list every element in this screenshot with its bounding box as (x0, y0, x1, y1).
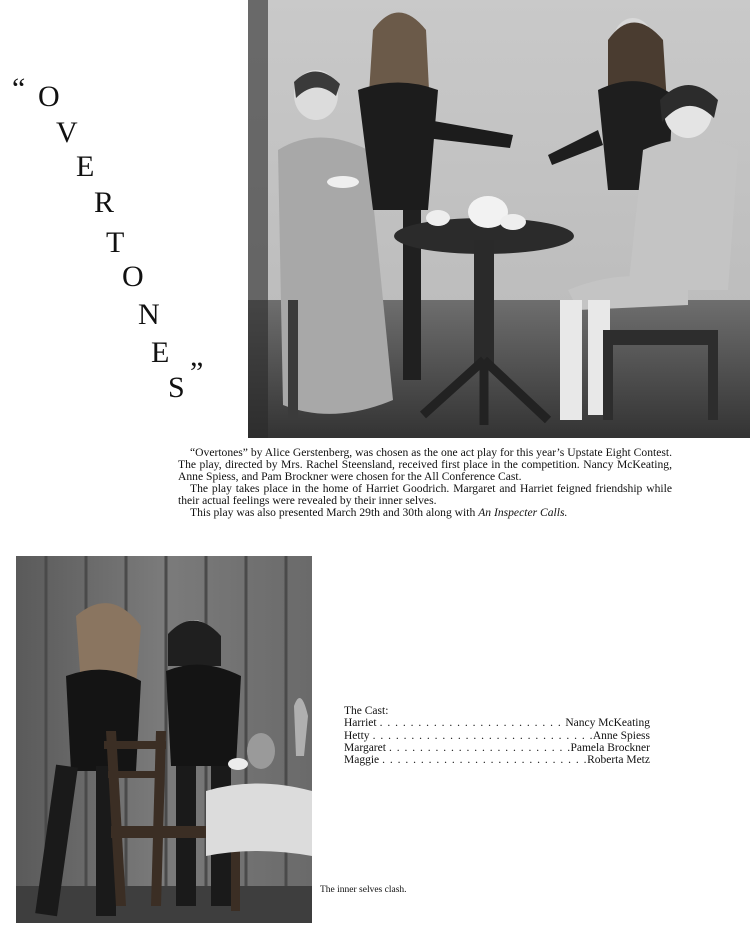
leader-dots (386, 742, 571, 754)
photo-caption: The inner selves clash. (320, 885, 407, 895)
play-title-an-inspecter-calls: An Inspecter Calls. (478, 506, 568, 520)
cast-role: Margaret (344, 741, 386, 754)
article-paragraph-3-text: This play was also presented March 29th and 30th along with (190, 506, 479, 520)
title-letter-n: N (138, 298, 160, 331)
leader-dots (379, 754, 587, 766)
title-open-quote: “ (12, 72, 26, 105)
cast-role: Maggie (344, 754, 380, 767)
cast-row (344, 730, 650, 742)
article-paragraph-2: The play takes place in the home of Harriet Goodrich. Margaret and Harriet feigned friendship while their actual feelings were revealed by their inner selves. (178, 482, 672, 508)
cast-role: Hetty (344, 729, 370, 742)
cast-list (344, 705, 650, 766)
cast-row (344, 742, 650, 754)
photo-four-women-tea-party (248, 0, 750, 438)
leader-dots (377, 717, 566, 729)
cast-actor: Pamela Brockner (570, 741, 650, 754)
article-body (178, 447, 672, 520)
photo-inner-selves-clash (16, 556, 312, 923)
photo-top-image (248, 0, 750, 438)
article-paragraph-3 (178, 507, 672, 519)
cast-role: Harriet (344, 717, 377, 730)
title-letter-e2: E (151, 336, 170, 369)
cast-row (344, 754, 650, 766)
cast-heading: The Cast: (344, 705, 389, 717)
cast-actor: Roberta Metz (587, 754, 650, 767)
title-letter-s: S (168, 371, 185, 404)
cast-row (344, 717, 650, 729)
article-paragraph-1: “Overtones” by Alice Gerstenberg, was chosen as the one act play for this year’s Upstate Eight Contest. The play, directed by Mrs. Rachel Steensland, received first place in the competition. Nancy McKeating, Anne Spiess, and Pam Brockner were chosen for the All Conference Cast. (178, 446, 672, 484)
title-letter-t: T (106, 226, 125, 259)
cast-actor: Nancy McKeating (565, 717, 650, 730)
title-letter-v: V (56, 116, 78, 149)
cast-actor: Anne Spiess (592, 729, 650, 742)
title-letter-e: E (76, 150, 95, 183)
title-letter-o2: O (122, 260, 144, 293)
photo-bottom-image (16, 556, 312, 923)
title-letter-o: O (38, 80, 60, 113)
title-letter-r: R (94, 186, 115, 219)
leader-dots (370, 730, 593, 742)
title-close-quote: ” (190, 356, 204, 389)
